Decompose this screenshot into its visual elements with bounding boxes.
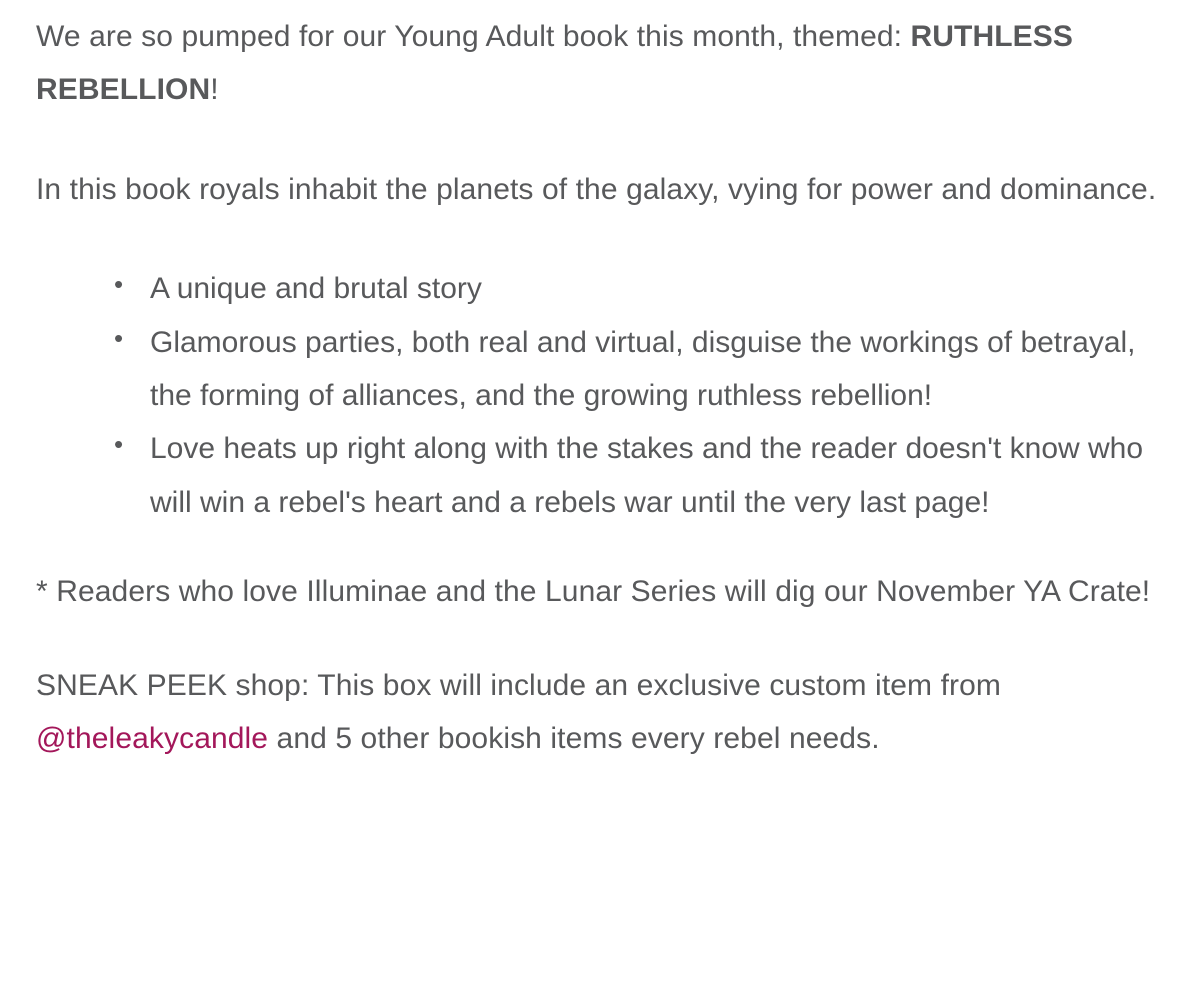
list-item: • Glamorous parties, both real and virtual, disguise the workings of betrayal, the forming of alliances, and the growing ruthless rebellion!	[114, 316, 1160, 423]
theme-title: RUTHLESS REBELLION	[36, 20, 1074, 107]
intro-paragraph	[36, 10, 1160, 117]
sneak-peek-text-after-link: and 5 other bookish items every rebel needs.	[268, 721, 880, 755]
recommendation-paragraph: * Readers who love Illuminae and the Lunar Series will dig our November YA Crate!	[36, 575, 1151, 609]
intro-text-before-bold: We are so pumped for our Young Adult book this month, themed:	[36, 20, 911, 53]
sneak-peek-text-before-link: SNEAK PEEK shop: This box will include an exclusive custom item from	[36, 668, 1001, 702]
premise-paragraph: In this book royals inhabit the planets of the galaxy, vying for power and dominance.	[36, 172, 1157, 206]
sneak-peek-paragraph	[36, 659, 1160, 766]
list-item: • A unique and brutal story	[114, 262, 1160, 315]
leaky-candle-link[interactable]: @theleakycandle	[36, 721, 269, 755]
list-item: • Love heats up right along with the stakes and the reader doesn't know who will win a rebel's heart and a rebels war until the very last page!	[114, 422, 1160, 529]
feature-list	[36, 262, 1160, 529]
intro-text-after-bold: !	[210, 73, 219, 107]
